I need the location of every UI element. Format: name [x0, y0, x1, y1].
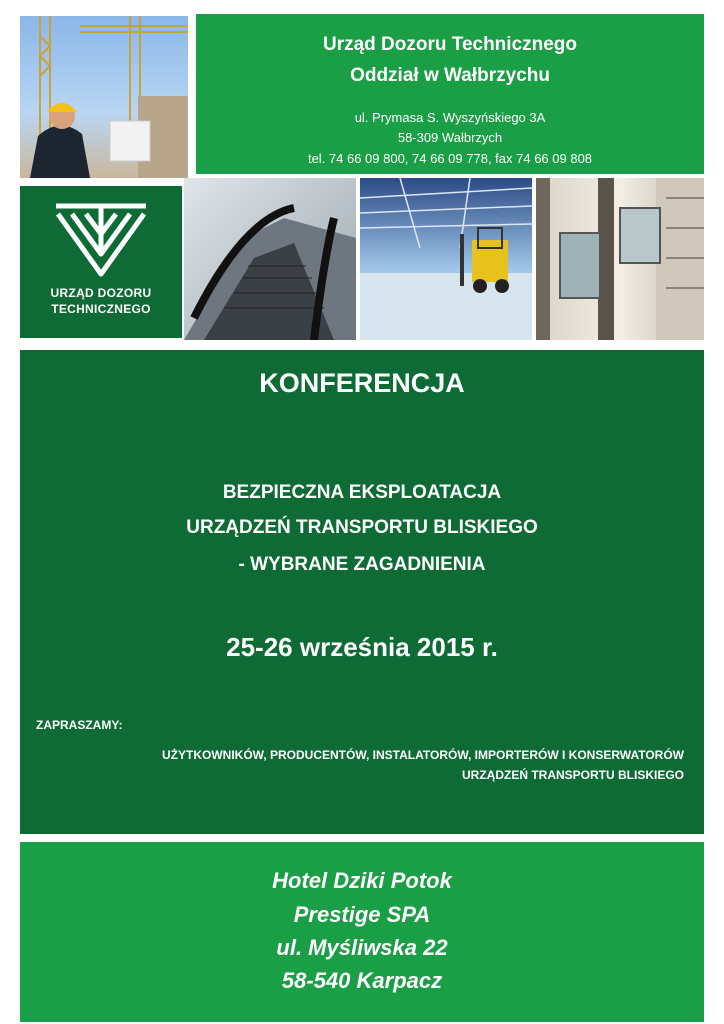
branch-name: Oddział w Wałbrzychu — [350, 65, 550, 86]
conference-subtitle-line3: - WYBRANE ZAGADNIENIA — [238, 554, 486, 575]
audience-line2: URZĄDZEŃ TRANSPORTU BLISKIEGO — [462, 768, 684, 782]
conference-title: KONFERENCJA — [259, 368, 465, 398]
conference-subtitle-line2: URZĄDZEŃ TRANSPORTU BLISKIEGO — [186, 517, 538, 538]
logo-text-line2: TECHNICZNEGO — [51, 302, 151, 316]
logo-text-line1: URZĄD DOZORU — [50, 286, 152, 300]
venue-box — [20, 842, 704, 1022]
postal-address: 58-309 Wałbrzych — [397, 130, 503, 145]
construction-worker-photo — [20, 16, 188, 178]
warehouse-forklift-photo — [360, 178, 532, 340]
udt-emblem-icon — [20, 186, 182, 282]
phone-fax: tel. 74 66 09 800, 74 66 09 778, fax 74 66 09 808 — [307, 151, 593, 166]
venue-spa-name: Prestige SPA — [293, 902, 431, 927]
venue-city: 58-540 Karpacz — [281, 968, 443, 993]
conference-subtitle-line1: BEZPIECZNA EKSPLOATACJA — [222, 482, 502, 503]
conference-info-box — [20, 350, 704, 834]
conference-date: 25-26 września 2015 r. — [226, 632, 498, 662]
udt-logo-box — [20, 186, 182, 338]
venue-street: ul. Myśliwska 22 — [276, 935, 448, 960]
audience-line1: UŻYTKOWNIKÓW, PRODUCENTÓW, INSTALATORÓW, IMPORTERÓW I KONSERWATORÓW — [162, 748, 684, 762]
escalator-photo — [184, 178, 356, 340]
street-address: ul. Prymasa S. Wyszyńskiego 3A — [354, 110, 546, 125]
venue-hotel-name: Hotel Dziki Potok — [272, 868, 452, 893]
invitation-label: ZAPRASZAMY: — [36, 718, 123, 732]
header-contact-box — [196, 14, 704, 174]
glass-elevator-photo — [536, 178, 704, 340]
organization-name: Urząd Dozoru Technicznego — [322, 34, 578, 55]
